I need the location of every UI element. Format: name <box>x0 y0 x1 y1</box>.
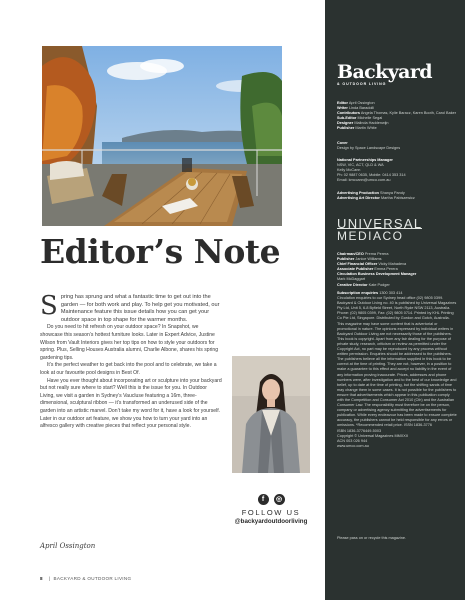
page-number: 8 <box>40 576 43 581</box>
follow-us-block <box>222 494 320 525</box>
editor-portrait-illustration <box>232 356 310 473</box>
facebook-icon[interactable]: f <box>258 494 269 505</box>
universal-media-logo: UNIVERSAL <box>337 216 423 231</box>
cover-credit: Cover Design by Space Landscape Designs <box>337 141 401 151</box>
brand-logo: Backyard <box>337 61 432 83</box>
credit-row: Designer Malinda Haddenwijn <box>337 121 389 126</box>
social-icons <box>222 494 320 505</box>
editorial-intro-text: pring has sprung and what a fantastic time to get out into the garden — for both work and play. To help get you motivated, our Maintenance feature this issue details how you can get your outdoor space in top shape for the warmer months. <box>60 294 220 323</box>
footer-divider: | <box>48 576 54 581</box>
hero-photo <box>42 46 282 226</box>
credit-row: Sub-Editor Michelle Segal <box>337 116 383 121</box>
partnerships-block: National Partnerships Manager NSW, VIC, ACT, QLD & WA Kelly McCann Ph: 02 9887 0635, Mobile: 0414 353 314 Email: kmccann@umco.com.au <box>337 158 406 183</box>
editor-portrait <box>232 356 310 473</box>
page-footer <box>40 576 131 581</box>
recycle-note: Please pass on or recycle this magazine. <box>337 536 407 540</box>
drop-cap: S <box>40 291 58 321</box>
social-handle[interactable]: @backyardoutdoorliving <box>234 518 308 525</box>
corporate-block: Chairman/CEO Prema Perera Publisher Janice Williams Chief Financial Officer Vicky Mahadeva Associate Publisher Emma Perera Circulation Business Development Manager Mark McDaggart Creative Director Kate Podger <box>337 252 417 287</box>
universal-media-logo-sub: MEDIACO <box>337 229 404 243</box>
magazine-name: BACKYARD & OUTDOOR LIVING <box>53 576 132 581</box>
editorial-body <box>40 291 222 431</box>
masthead-sidebar <box>325 0 465 600</box>
instagram-icon[interactable]: ◎ <box>274 494 285 505</box>
page-title: Editor’s Note <box>40 232 281 271</box>
advertising-block: Advertising Production Shanya Pandy Advertising Art Director Martha Pabiszewicz <box>337 191 415 201</box>
editor-signature: April Ossington <box>40 542 96 550</box>
credits-block <box>337 101 457 132</box>
editorial-paragraph: It’s the perfect weather to get back into the pool and to celebrate, we take a look at our favourite pool designs in Best Of. <box>40 362 217 376</box>
editorial-paragraph: Have you ever thought about incorporating art or sculpture into your backyard but not really sure where to start? Well this is the issue for you. In Outdoor Living, we visit a garden in Sydney’s Vaucluse featuring a 16m, three-dimensional, sculptural ribbon — it’s transformed an underused side of the garden into an artistic marvel. Don’t take my word for it, have a look for yourself. Later in our outdoor art feature, we show you how to turn your yard into an alfresco gallery with creative pieces that reflect your personal style. <box>40 377 222 430</box>
fine-print-block: Subscription enquiries 1300 303 414 Circulation enquiries to our Sydney head office (02) 9805 0399. Backyard & Outdoor Living no. 40 is published by Universal Magazines Pty Ltd, Unit 5, 6-8 Byfield Street, North Ryde NSW 2113, Australia. Phone: (02) 9805 0399, Fax: (02) 9805 0714. Printed by KHL Printing Co Pte Ltd, Singapore. Distributed by Gordon and Gotch, Australia. This magazine may have some content that is advertorial or promotional in nature. The opinions expressed by individual writers in Backyard Outdoor Living are not necessarily those of the publishers. This book is copyright. Apart from any fair dealing for the purpose of private study, research, criticism or review as permitted under the Copyright Act, no part may be reproduced by any process without written permission. Enquiries should be addressed to the publishers. The publishers believe all the information supplied in this book to be correct at the time of printing. They are not, however, in a position to make a guarantee to this effect and accept no liability in the event of any information proving inaccurate. Prices, addresses and phone numbers were, after investigation and to the best of our knowledge and belief, up to date at the time of printing, but the shifting sands of time may change them in some cases. It is not possible for the publishers to ensure that advertisements which appear in this publication comply with the Competition and Consumer Act 2010 (Cth) and the Australian Consumer Law. The responsibility must therefore be on the person, company or advertising agency submitting the advertisements for publication. While every endeavour has been made to ensure complete accuracy, the publishers cannot be held responsible for any errors or omissions. *Recommended retail price. ISSN 1836-3776 ISBN 1836-3776449-5003 Copyright © Universal Magazines MMXXII ACN 003 026 944 www.umco.com.au <box>337 291 457 448</box>
hero-photo-illustration <box>42 46 282 226</box>
fine-print: Circulation enquiries to our Sydney head office (02) 9805 0399. Backyard & Outdoor Living no. 40 is published by Universal Magazines Pty Ltd, Unit 5, 6-8 Byfield Street, North Ryde NSW 2113, Australia. Phone: (02) 9805 0399, Fax: (02) 9805 0714. Printed by KHL Printing Co Pte Ltd, Singapore. Distributed by Gordon and Gotch, Australia. This magazine may have some content that is advertorial or promotional in nature. The opinions expressed by individual writers in Backyard Outdoor Living are not necessarily those of the publishers. This book is copyright. Apart from any fair dealing for the purpose of private study, research, criticism or review as permitted under the Copyright Act, no part may be reproduced by any process without written permission. Enquiries should be addressed to the publishers. The publishers believe all the information supplied in this book to be correct at the time of printing. They are not, however, in a position to make a guarantee to this effect and accept no liability in the event of any information proving inaccurate. Prices, addresses and phone numbers were, after investigation and to the best of our knowledge and belief, up to date at the time of printing, but the shifting sands of time may change them in some cases. It is not possible for the publishers to ensure that advertisements which appear in this publication comply with the Competition and Consumer Act 2010 (Cth) and the Australian Consumer Law. The responsibility must therefore be on the person, company or advertising agency submitting the advertisements for publication. While every endeavour has been made to ensure complete accuracy, the publishers cannot be held responsible for any errors or omissions. *Recommended retail price. ISSN 1836-3776 <box>337 296 457 428</box>
brand-subtitle: & OUTDOOR LIVING <box>337 82 387 86</box>
credit-row: Editor April Ossington <box>337 101 375 105</box>
editorial-paragraph: Do you need to hit refresh on your outdoor space? In Snapshot, we showcase this season’s hottest furniture looks. Later in Expert Advice, Justine Wilson from Vault Interiors gives her top tips on how to style your outdoors for spring. Plus, Selling Houses Australia alumni, Charlie Albone, shares his spring gardening tips. <box>40 324 219 361</box>
follow-us-label: FOLLOW US <box>241 508 301 517</box>
credit-row: Writer Linda Baradolli <box>337 106 375 111</box>
editorial-intro-paragraph <box>40 291 222 324</box>
credit-row: Contributors Angela Thomas, Kylie Baracz, Karen Booth, Carol Baker <box>337 111 456 116</box>
credit-row: Publisher Martin White <box>337 126 377 131</box>
